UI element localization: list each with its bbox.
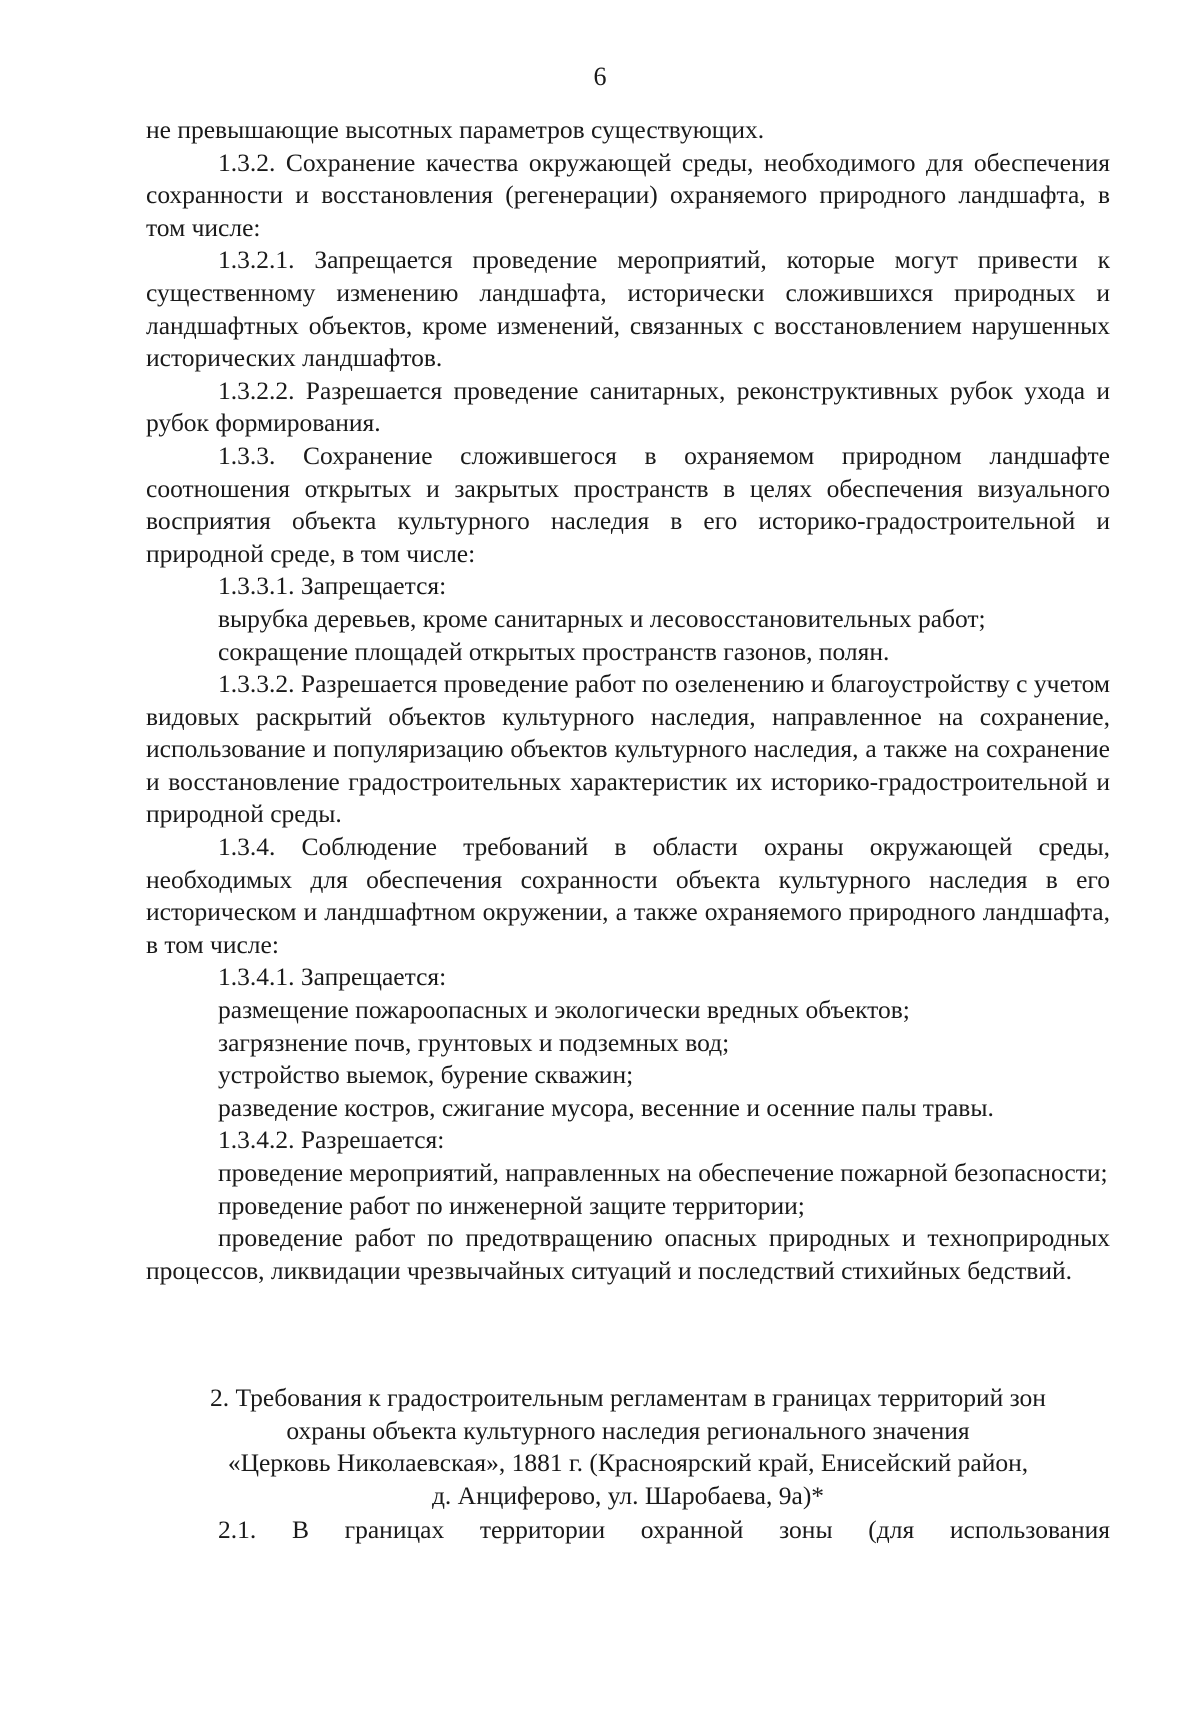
page-number: 6 <box>593 62 607 91</box>
list-item: загрязнение почв, грунтовых и подземных вод; <box>218 1027 730 1057</box>
list-item: устройство выемок, бурение скважин; <box>218 1060 634 1090</box>
list-item: проведение работ по предотвращению опасных природных и техноприродных процессов, ликвидации чрезвычайных ситуаций и последствий стихийных бедствий. <box>146 1223 1110 1285</box>
heading-line: «Церковь Николаевская», 1881 г. (Красноярский край, Енисейский район, <box>227 1448 1029 1478</box>
paragraph-1-3-4: 1.3.4. Соблюдение требований в области охраны окружающей среды, необходимых для обеспечения сохранности объекта культурного наследия в его историческом и ландшафтном окружении, а также охраняемого природного ландшафта, в том числе: <box>146 832 1110 959</box>
paragraph-1-3-4-2: 1.3.4.2. Разрешается: <box>218 1125 445 1155</box>
list-item: сокращение площадей открытых пространств газонов, полян. <box>218 636 890 666</box>
paragraph-1-3-3: 1.3.3. Сохранение сложившегося в охраняемом природном ландшафте соотношения открытых и закрытых пространств в целях обеспечения визуального восприятия объекта культурного наследия в его историко-градостроительной и природной среде, в том числе: <box>146 440 1110 568</box>
paragraph-1-3-3-1: 1.3.3.1. Запрещается: <box>218 571 447 601</box>
paragraph-continuation: не превышающие высотных параметров существующих. <box>146 115 765 144</box>
document-body <box>146 114 1110 1287</box>
list-item: проведение мероприятий, направленных на обеспечение пожарной безопасности; <box>218 1158 1108 1187</box>
list-item: вырубка деревьев, кроме санитарных и лесовосстановительных работ; <box>218 603 986 633</box>
heading-line: 2. Требования к градостроительным регламентам в границах территорий зон <box>210 1383 1046 1412</box>
paragraph-1-3-2: 1.3.2. Сохранение качества окружающей среды, необходимого для обеспечения сохранности и восстановления (регенерации) охраняемого природного ландшафта, в том числе: <box>146 147 1110 242</box>
heading-line: д. Анциферово, ул. Шаробаева, 9а)* <box>431 1480 825 1510</box>
list-item: размещение пожароопасных и экологически вредных объектов; <box>218 995 910 1025</box>
paragraph-2-1: 2.1. В границах территории охранной зоны (для использования <box>218 1515 1110 1544</box>
paragraph-1-3-3-2: 1.3.3.2. Разрешается проведение работ по озеленению и благоустройству с учетом видовых раскрытий объектов культурного наследия, направленное на сохранение, использование и популяризацию объектов культурного наследия, а также на сохранение и восстановление градостроительных характеристик их историко-градостроительной и природной среды. <box>146 669 1110 829</box>
paragraph-1-3-2-1: 1.3.2.1. Запрещается проведение мероприятий, которые могут привести к существенному изменению ландшафта, исторически сложившихся природных и ландшафтных объектов, кроме изменений, связанных с восстановлением нарушенных исторических ландшафтов. <box>146 245 1110 373</box>
section-2-heading <box>146 1382 1110 1512</box>
heading-line: охраны объекта культурного наследия регионального значения <box>286 1415 970 1445</box>
paragraph-1-3-4-1: 1.3.4.1. Запрещается: <box>218 962 447 992</box>
list-item: проведение работ по инженерной защите территории; <box>218 1190 805 1220</box>
list-item: разведение костров, сжигание мусора, весенние и осенние палы травы. <box>218 1092 994 1122</box>
paragraph-1-3-2-2: 1.3.2.2. Разрешается проведение санитарных, реконструктивных рубок ухода и рубок формирования. <box>146 375 1110 438</box>
